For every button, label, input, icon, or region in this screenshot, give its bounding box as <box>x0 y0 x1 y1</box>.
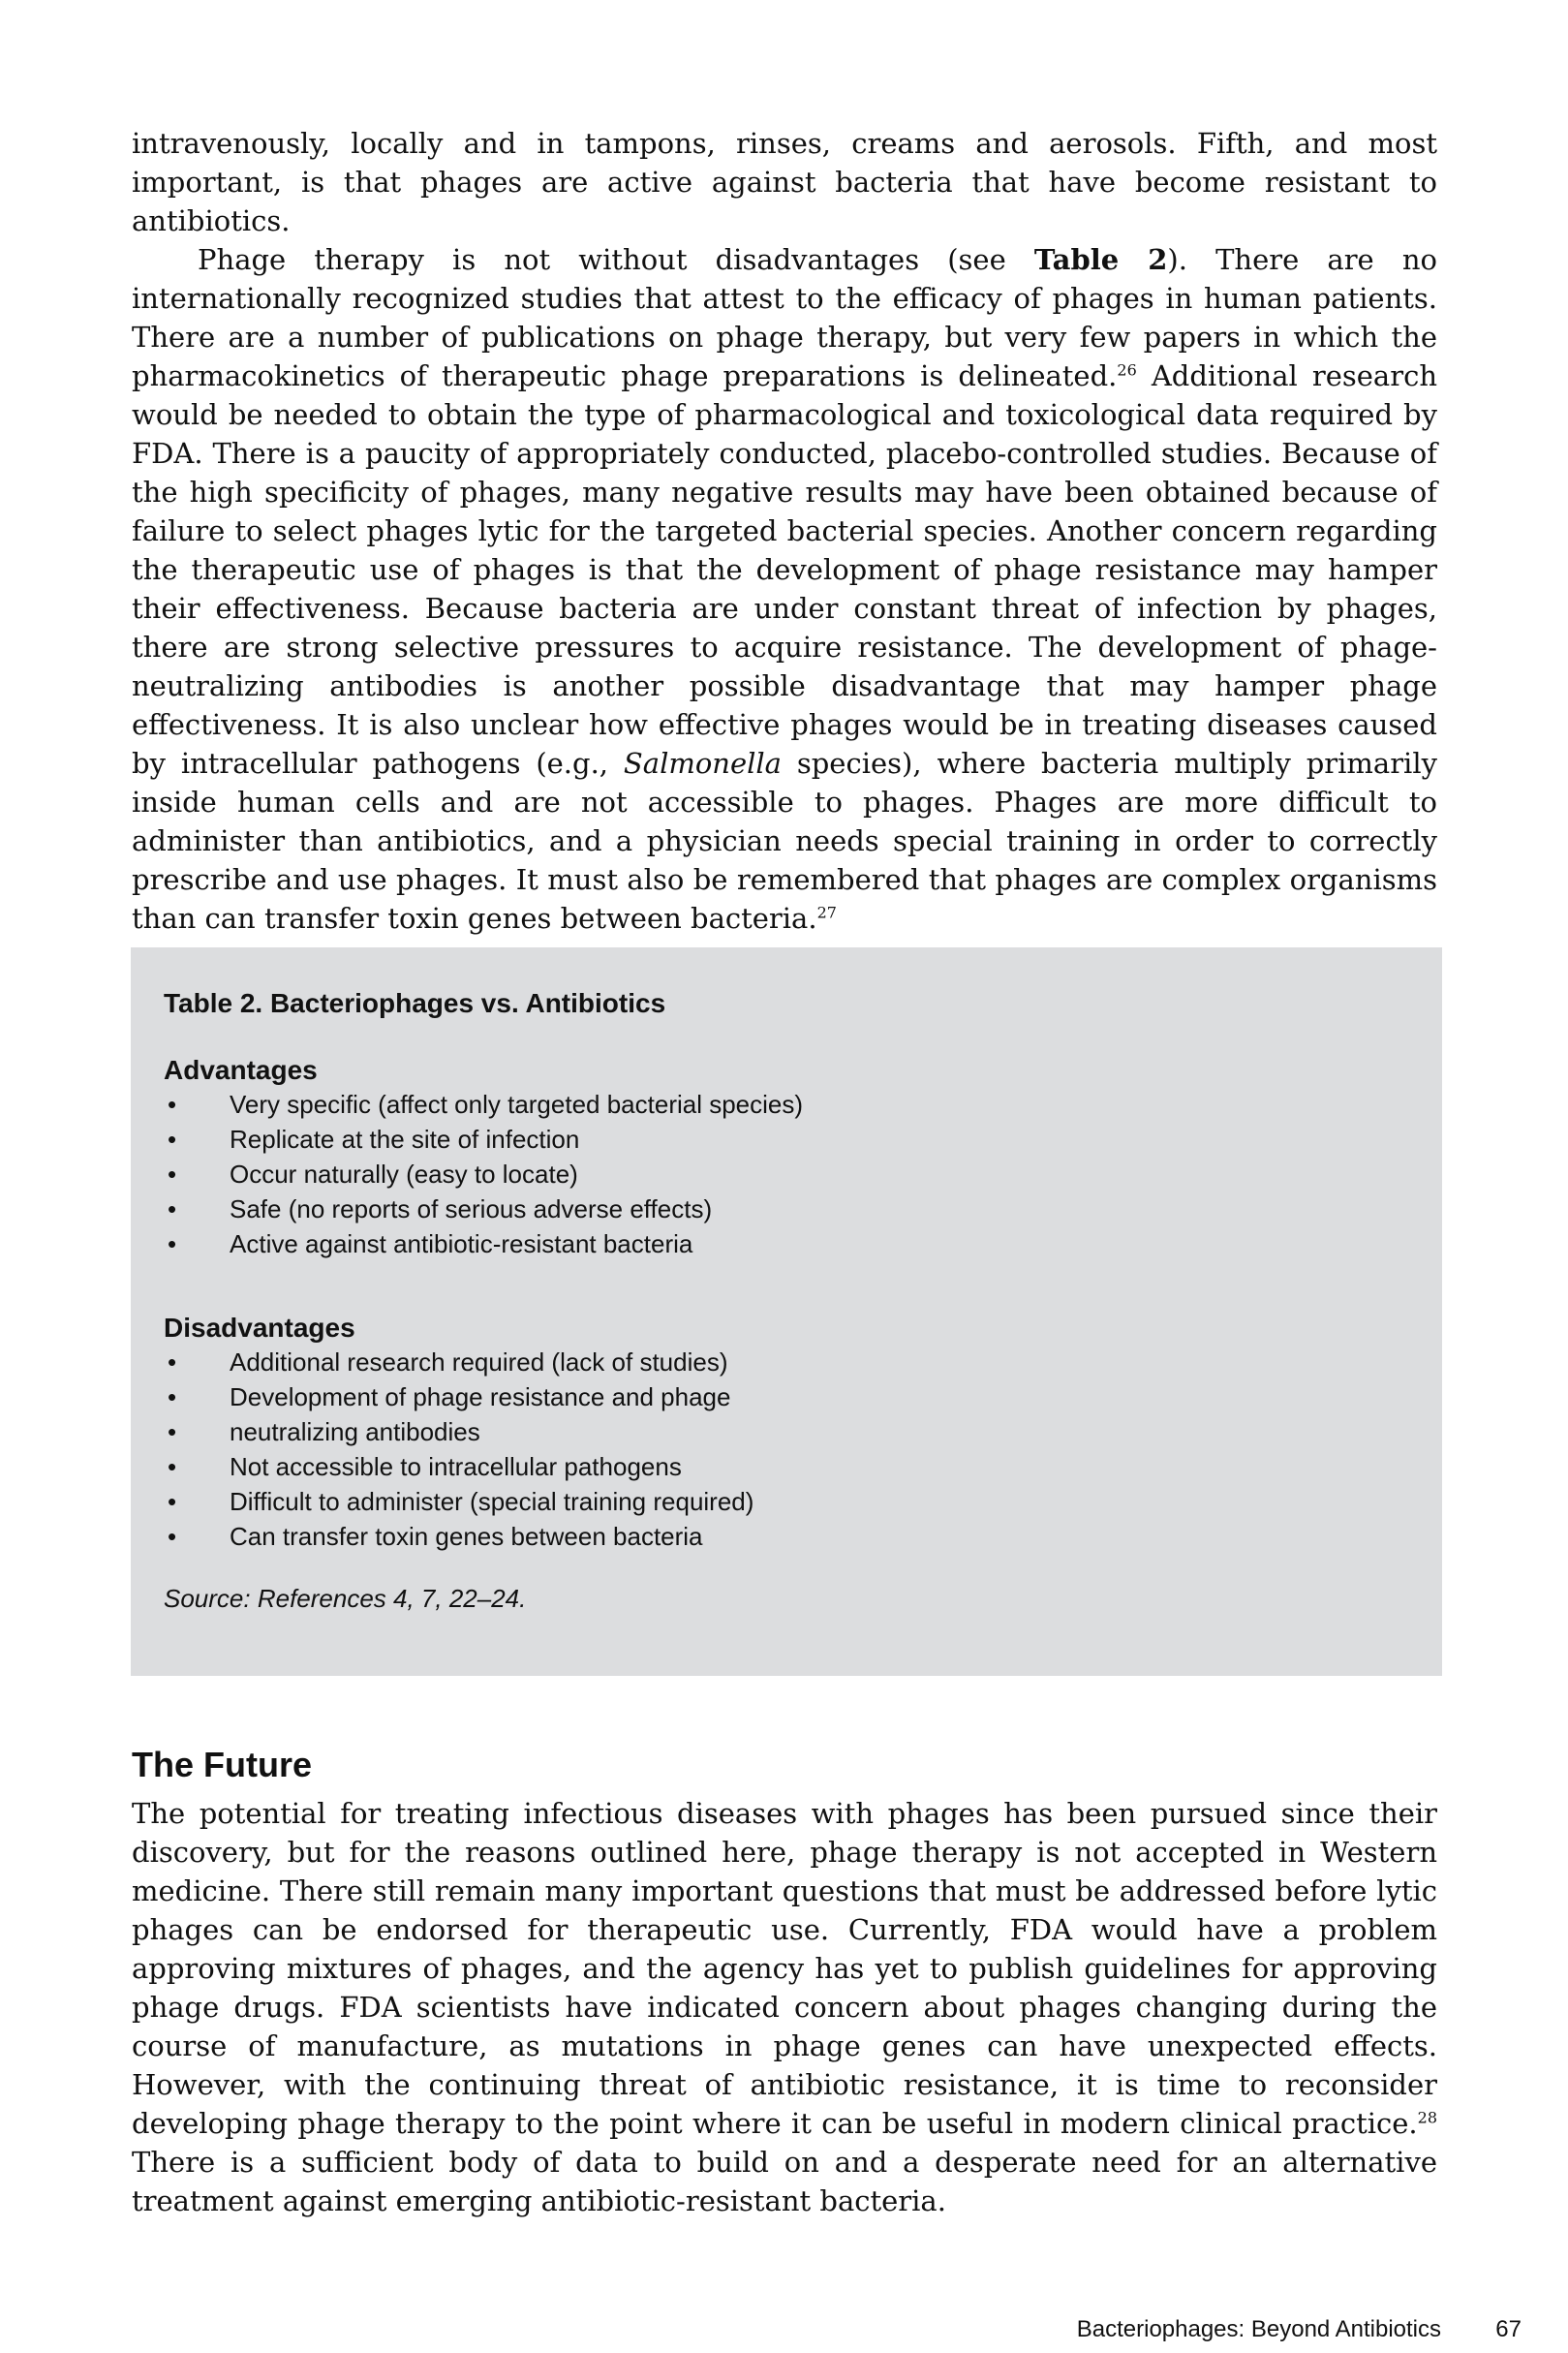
footnote-ref: 26 <box>1117 360 1137 380</box>
list-item <box>164 1449 1409 1484</box>
page-number: 67 <box>1495 2316 1522 2342</box>
advantages-heading: Advantages <box>164 1055 318 1085</box>
paragraph-disadvantages <box>132 240 1437 938</box>
bullet-icon: • <box>168 1487 177 1516</box>
bullet-icon: • <box>168 1194 177 1223</box>
bullet-icon: • <box>168 1452 177 1481</box>
paragraph-text: Phage therapy is not without disadvantages (see <box>198 243 1034 276</box>
list-item-text: Very specific (affect only targeted bacterial species) <box>230 1090 804 1119</box>
list-item <box>164 1484 1409 1519</box>
body-text-top <box>132 124 1437 938</box>
italic-term: Salmonella <box>623 747 782 780</box>
paragraph-text: ). There are no internationally recognized studies that attest to the efficacy of phages in human patients. There are a number of publications on phage therapy, but very few papers in which the pharmacokinetics of therapeutic phage preparations is delineated. <box>132 243 1437 392</box>
footer-title: Bacteriophages: Beyond Antibiotics <box>1076 2316 1441 2342</box>
list-item <box>164 1122 1409 1157</box>
list-item-text: Additional research required (lack of studies) <box>230 1347 728 1377</box>
disadvantages-list <box>164 1345 1409 1554</box>
bullet-icon: • <box>168 1417 177 1446</box>
list-item-text: Development of phage resistance and phage <box>230 1382 731 1411</box>
list-item-text: neutralizing antibodies <box>230 1417 480 1446</box>
bullet-icon: • <box>168 1522 177 1551</box>
bullet-icon: • <box>168 1382 177 1411</box>
bullet-icon: • <box>168 1160 177 1189</box>
disadvantages-heading: Disadvantages <box>164 1313 355 1343</box>
list-item-text: Replicate at the site of infection <box>230 1125 580 1154</box>
bullet-icon: • <box>168 1347 177 1377</box>
paragraph-text: There is a sufficient body of data to build on and a desperate need for an alternative treatment against emerging antibiotic-resistant bacteria. <box>132 2146 1437 2217</box>
list-item <box>164 1157 1409 1192</box>
table-title: Table 2. Bacteriophages vs. Antibiotics <box>164 988 666 1018</box>
paragraph-text: The potential for treating infectious diseases with phages has been pursued since their discovery, but for the reasons outlined here, phage therapy is not accepted in Western medicine. There still remain many important questions that must be addressed before lytic phages can be endorsed for therapeutic use. Currently, FDA would have a problem approving mixtures of phages, and the agency has yet to publish guidelines for approving phage drugs. FDA scientists have indicated concern about phages changing during the course of manufacture, as mutations in phage genes can have unexpected effects. However, with the continuing threat of antibiotic resistance, it is time to reconsider developing phage therapy to the point where it can be useful in modern clinical practice. <box>132 1797 1437 2140</box>
list-item-text: Safe (no reports of serious adverse effects) <box>230 1194 713 1223</box>
list-item <box>164 1519 1409 1554</box>
bullet-icon: • <box>168 1090 177 1119</box>
paragraph-future <box>132 1794 1437 2220</box>
section-heading-future: The Future <box>132 1745 312 1784</box>
list-item <box>164 1192 1409 1226</box>
list-item-text: Can transfer toxin genes between bacteria <box>230 1522 703 1551</box>
list-item <box>164 1414 1409 1449</box>
table-2-box <box>131 947 1442 1676</box>
body-text-future <box>132 1794 1437 2220</box>
table-source: Source: References 4, 7, 22–24. <box>164 1584 527 1613</box>
section-gap <box>164 1261 1409 1312</box>
list-item-text: Not accessible to intracellular pathogens <box>230 1452 682 1481</box>
bullet-icon: • <box>168 1125 177 1154</box>
list-item <box>164 1226 1409 1261</box>
paragraph-text: species), where bacteria multiply primarily inside human cells and are not accessible to phages. Phages are more difficult to administer than antibiotics, and a physician needs special training in order to correctly prescribe and use phages. It must also be remembered that phages are complex organisms than can transfer toxin genes between bacteria. <box>132 747 1437 935</box>
paragraph-text: Additional research would be needed to obtain the type of pharmacological and toxicological data required by FDA. There is a paucity of appropriately conducted, placebo-controlled studies. Because of the high specificity of phages, many negative results may have been obtained because of failure to select phages lytic for the targeted bacterial species. Another concern regarding the therapeutic use of phages is that the development of phage resistance may hamper their effectiveness. Because bacteria are under constant threat of infection by phages, there are strong selective pressures to acquire resistance. The development of phage-neutralizing antibodies is another possible disadvantage that may hamper phage effectiveness. It is also unclear how effective phages would be in treating diseases caused by intracellular pathogens (e.g., <box>132 359 1437 780</box>
list-item-text: Difficult to administer (special training required) <box>230 1487 754 1516</box>
paragraph-continued: intravenously, locally and in tampons, rinses, creams and aerosols. Fifth, and most important, is that phages are active against bacteria that have become resistant to antibiotics. <box>132 127 1437 237</box>
list-item <box>164 1379 1409 1414</box>
bullet-icon: • <box>168 1229 177 1258</box>
list-item <box>164 1087 1409 1122</box>
advantages-list <box>164 1087 1409 1261</box>
list-item <box>164 1345 1409 1379</box>
footnote-ref: 27 <box>816 903 837 922</box>
footnote-ref: 28 <box>1417 2108 1437 2127</box>
list-item-text: Active against antibiotic-resistant bacteria <box>230 1229 693 1258</box>
table-reference: Table 2 <box>1033 243 1168 276</box>
list-item-text: Occur naturally (easy to locate) <box>230 1160 578 1189</box>
